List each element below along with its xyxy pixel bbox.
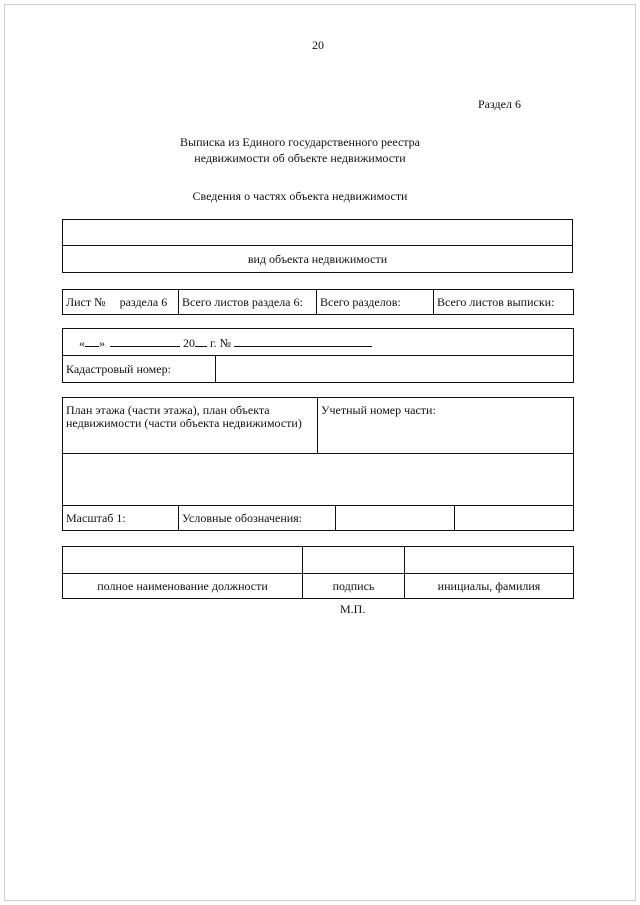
date-close-quote: » (99, 335, 105, 350)
floor-plan-label: План этажа (части этажа), план объекта недвижимости (части объекта недвижимости) (63, 398, 318, 454)
of-section-label: раздела 6 (119, 294, 168, 309)
date-number-cell[interactable] (63, 329, 574, 356)
total-sheets-section-label: Всего листов раздела 6: (182, 294, 303, 309)
document-title-line1: Выписка из Единого государственного реестра (180, 135, 420, 149)
floor-plan-area[interactable] (63, 454, 574, 506)
legend-field-2[interactable] (455, 506, 574, 531)
page-number: 20 (312, 38, 324, 52)
name-field[interactable] (405, 547, 574, 574)
total-sheets-extract-cell[interactable] (434, 290, 574, 315)
day-blank[interactable] (85, 335, 99, 347)
object-type-field[interactable] (63, 220, 573, 246)
signature-field[interactable] (303, 547, 405, 574)
cadastral-number-label: Кадастровый номер: (63, 356, 216, 383)
signature-caption: подпись (303, 574, 405, 599)
scale-label: Масштаб 1: (63, 506, 179, 531)
plan-table (62, 397, 574, 531)
year-blank[interactable] (195, 335, 207, 347)
total-sheets-section-cell[interactable] (179, 290, 317, 315)
stamp-label: М.П. (340, 602, 366, 616)
object-type-caption: вид объекта недвижимости (63, 246, 573, 273)
sheet-info-table (62, 289, 574, 315)
document-subtitle: Сведения о частях объекта недвижимости (192, 189, 408, 203)
part-account-number-label: Учетный номер части: (318, 398, 574, 454)
object-type-table (62, 219, 573, 273)
total-sections-cell[interactable] (317, 290, 434, 315)
total-sheets-extract-label: Всего листов выписки: (437, 294, 555, 309)
position-field[interactable] (63, 547, 303, 574)
position-caption: полное наименование должности (63, 574, 303, 599)
section-label: Раздел 6 (478, 97, 521, 111)
total-sections-label: Всего разделов: (320, 294, 401, 309)
legend-label: Условные обозначения: (179, 506, 336, 531)
legend-field-1[interactable] (336, 506, 455, 531)
month-blank[interactable] (110, 335, 180, 347)
number-blank[interactable] (234, 335, 372, 347)
year-prefix: 20 (183, 335, 195, 350)
date-open-quote: « (79, 335, 85, 350)
year-suffix: г. № (210, 335, 232, 350)
document-title-line2: недвижимости об объекте недвижимости (194, 151, 406, 165)
name-caption: инициалы, фамилия (405, 574, 574, 599)
sheet-number-label: Лист № (66, 294, 106, 309)
signature-table (62, 546, 574, 599)
cadastral-number-field[interactable] (216, 356, 574, 383)
date-cadastral-table (62, 328, 574, 383)
sheet-number-cell[interactable] (63, 290, 179, 315)
